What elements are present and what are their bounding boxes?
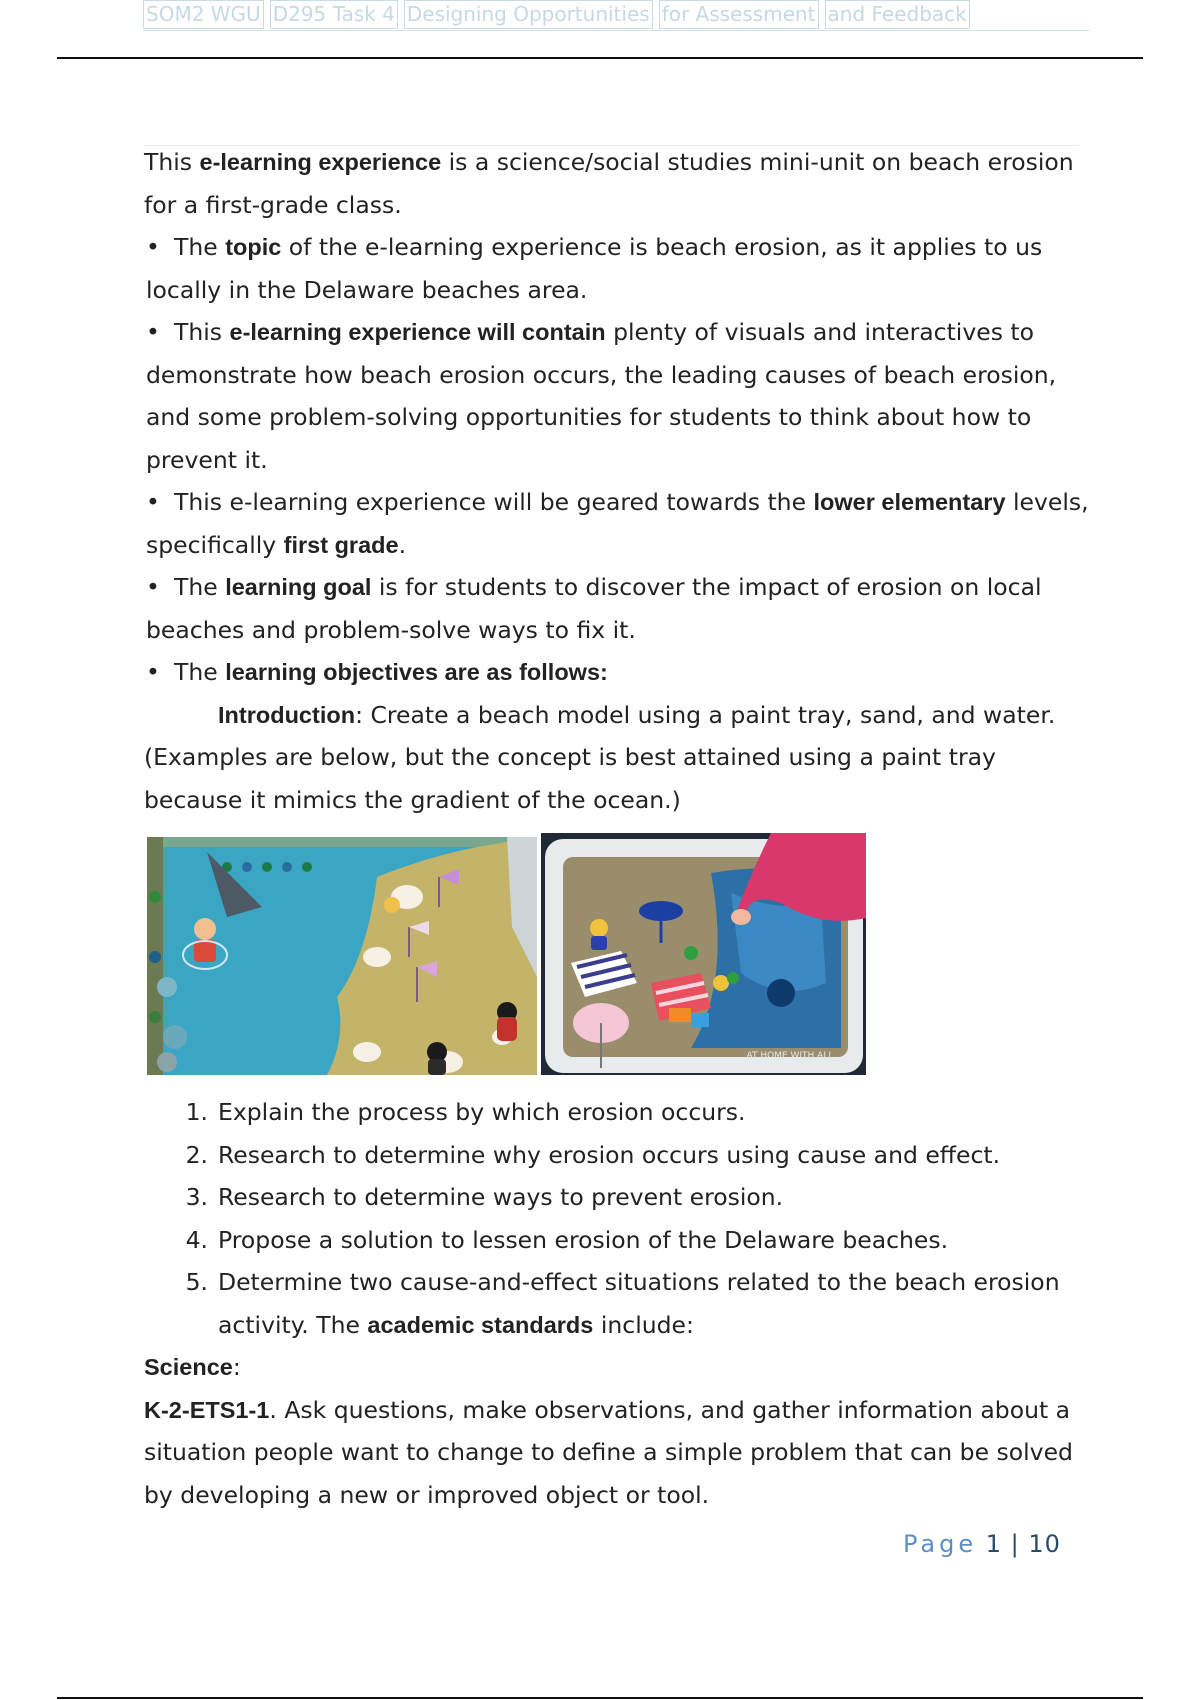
bullet-text: levels, specifically (146, 488, 1089, 559)
document-body (144, 141, 1089, 1516)
list-number: 4. (185, 1225, 208, 1254)
header-rule (57, 57, 1143, 59)
list-number: 1. (185, 1098, 208, 1126)
bullet-bold: learning goal (225, 574, 372, 600)
list-item (144, 1091, 1089, 1134)
header-word: Designing Opportunities (404, 0, 653, 29)
list-text: Explain the process by which erosion occurs. (218, 1098, 746, 1126)
bullet-text: This e-learning experience will be geared towards the (174, 488, 814, 516)
bullet-geared (144, 481, 1089, 566)
bullet-text: This (174, 318, 230, 346)
intro-paragraph (144, 141, 1089, 226)
bullet-dot: • (146, 658, 160, 686)
bullet-goal (144, 566, 1089, 651)
bullet-dot: • (146, 488, 160, 516)
bullet-text: plenty of visuals and interactives to demonstrate how beach erosion occurs, the leading causes of beach erosion, and some problem-solving opportunities for students to think about how to prevent it. (146, 318, 1057, 474)
list-number: 5. (185, 1268, 208, 1296)
header-underline (143, 30, 1090, 31)
list-number: 3. (185, 1183, 208, 1211)
bullet-text: The (174, 233, 226, 261)
bullet-text: of the e-learning experience is beach erosion, as it applies to us locally in the Delaware beaches area. (146, 233, 1043, 304)
intro-text: This (144, 148, 200, 176)
header-word: for Assessment (659, 0, 819, 29)
intro-text: is a science/social studies mini-unit on beach erosion for a first-grade class. (144, 148, 1074, 219)
intro-bold: e-learning experience (199, 149, 442, 175)
bullet-bold: lower elementary (813, 489, 1006, 515)
introduction-text: : Create a beach model using a paint tray, sand, and water. (Examples are below, but the concept is best attained using a paint tray because it mimics the gradient of the ocean.) (144, 700, 1056, 814)
bullet-bold: topic (225, 234, 282, 260)
objectives-list (144, 1091, 1089, 1346)
introduction-paragraph (144, 694, 1089, 822)
running-header (143, 0, 970, 29)
header-word: and Feedback (825, 0, 970, 29)
beach-model-photos (147, 833, 1089, 1073)
bullet-dot: • (146, 233, 160, 261)
page-count: 1 | 10 (977, 1530, 1061, 1558)
science-bold: Science (144, 1354, 233, 1380)
bullet-contain (144, 311, 1089, 481)
list-item (144, 1261, 1089, 1346)
science-heading (144, 1346, 1089, 1389)
page-number (903, 1530, 1061, 1558)
bullet-bold: e-learning experience will contain (229, 319, 606, 345)
bullet-text: is for students to discover the impact of erosion on local beaches and problem-solve ways to fix it. (146, 573, 1042, 644)
standard-paragraph (144, 1389, 1089, 1517)
bullet-dot: • (146, 318, 160, 346)
header-word: SOM2 WGU (143, 0, 264, 29)
list-text: Research to determine why erosion occurs using cause and effect. (218, 1140, 1001, 1169)
footer-rule (57, 1697, 1143, 1699)
bullet-bold: first grade (283, 531, 399, 558)
beach-model-photo-tray (147, 837, 537, 1075)
standard-code: K-2-ETS1-1 (144, 1396, 270, 1423)
standard-text: . Ask questions, make observations, and gather information about a situation people want to change to define a simple problem that can be solved by developing a new or improved object or tool. (144, 1395, 1073, 1509)
bullet-bold: learning objectives are as follows: (225, 659, 608, 685)
list-text: Research to determine ways to prevent erosion. (218, 1183, 784, 1211)
list-item (144, 1176, 1089, 1219)
beach-model-photo-tub (541, 833, 866, 1075)
header-word: D295 Task 4 (270, 0, 398, 29)
list-text (218, 1261, 1089, 1346)
bullet-dot: • (146, 573, 160, 601)
bullet-objectives (144, 651, 1089, 694)
introduction-bold: Introduction (218, 701, 356, 728)
bullet-text: The (174, 658, 226, 686)
bullet-text: . (398, 530, 407, 559)
list-text-part: include: (593, 1310, 694, 1339)
bullet-topic (144, 226, 1089, 311)
list-bold: academic standards (367, 1311, 594, 1338)
list-number: 2. (185, 1140, 208, 1169)
bullet-text: The (174, 573, 226, 601)
photo-watermark: AT HOME WITH ALI (746, 1051, 831, 1061)
science-text: : (232, 1353, 241, 1381)
page-label: Page (903, 1530, 978, 1558)
list-text-part: Determine two cause-and-effect situations related to the beach erosion activity. The (218, 1268, 1060, 1339)
list-item (144, 1134, 1089, 1177)
list-item (144, 1219, 1089, 1262)
list-text: Propose a solution to lessen erosion of the Delaware beaches. (218, 1225, 949, 1254)
